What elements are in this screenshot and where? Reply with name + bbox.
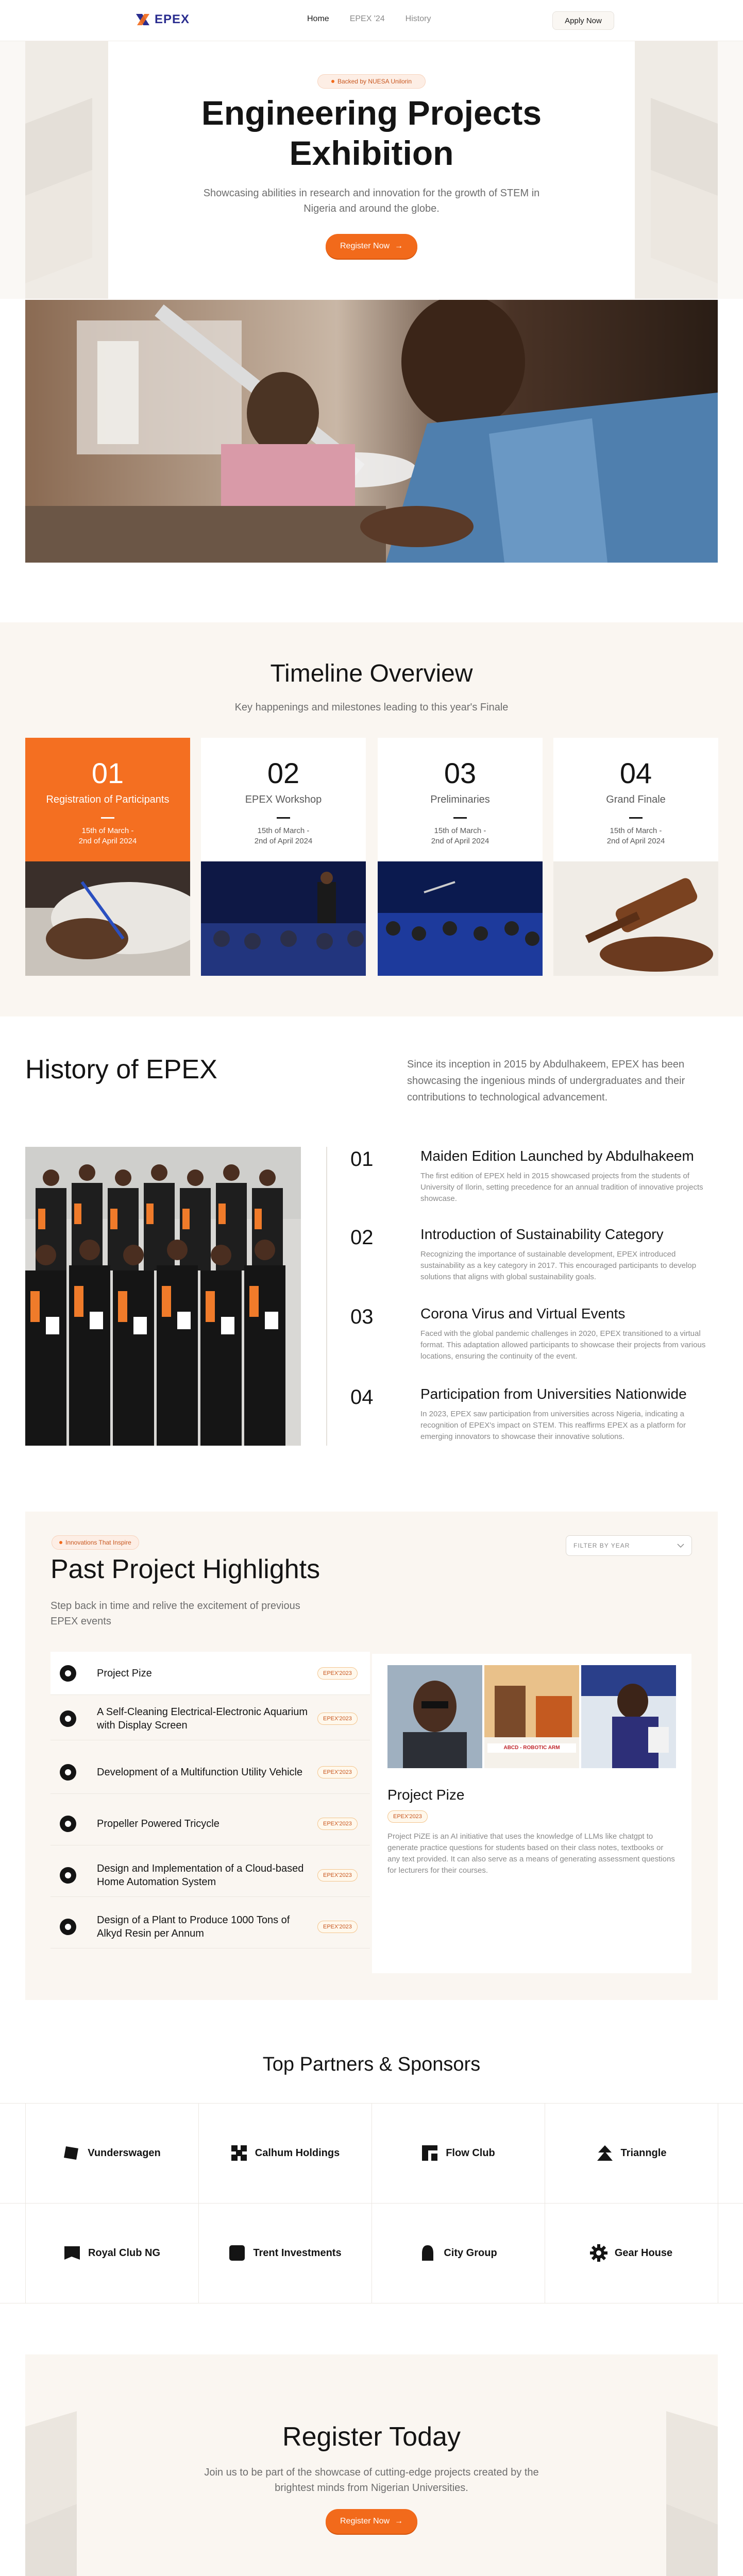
radio-icon	[60, 1764, 76, 1781]
history-item-desc: In 2023, EPEX saw participation from universities across Nigeria, indicating a recognition of EPEX's impact on STEM. This reaffirms EPEX as a platform for emerging innovators to showcase their innovative solutions.	[420, 1410, 686, 1441]
partner-name: Vunderswagen	[88, 2147, 161, 2159]
history-item-title: Introduction of Sustainability Category	[420, 1226, 664, 1242]
history-item-desc: Faced with the global pandemic challenges in 2020, EPEX transitioned to a virtual format. This adaptation allowed participants to showcase their projects from various locations, ensuring the continuity of the event.	[420, 1329, 706, 1361]
filter-label: FILTER BY YEAR	[573, 1542, 630, 1549]
project-year-badge: EPEX'2023	[317, 1667, 358, 1680]
register-title: Register Today	[282, 2422, 461, 2452]
project-name: Design and Implementation of a Cloud-based Home Automation System	[97, 1863, 304, 1888]
history-photo	[25, 1147, 301, 1446]
project-photo-banner: ABCD - ROBOTIC ARM	[487, 1743, 576, 1753]
project-detail-title: Project Pize	[387, 1787, 465, 1803]
trent-icon	[228, 2244, 246, 2262]
brand-name: EPEX	[155, 12, 190, 26]
hero-register-label: Register Now	[340, 242, 390, 250]
hero-badge-text: Backed by NUESA Unilorin	[337, 78, 412, 85]
timeline-card-divider	[453, 817, 467, 819]
timeline-card-label: Registration of Participants	[46, 794, 170, 805]
brand-logo[interactable]	[135, 11, 190, 28]
project-year-badge: EPEX'2023	[317, 1869, 358, 1882]
partner-name: Flow Club	[446, 2147, 495, 2159]
projects-tag-text: Innovations That Inspire	[65, 1539, 131, 1546]
history-item-number: 03	[350, 1306, 374, 1328]
timeline-card-date: 15th of March - 2nd of April 2024	[78, 826, 137, 845]
royal-club-icon	[63, 2244, 81, 2262]
timeline-card-number: 04	[619, 757, 652, 789]
partner-name: Gear House	[614, 2247, 673, 2259]
arrow-right-icon: →	[395, 2517, 403, 2526]
project-year-badge: EPEX'2023	[317, 1713, 358, 1725]
register-subtitle: Join us to be part of the showcase of cutting-edge projects created by the brightest minds from Nigerian Universities.	[204, 2467, 539, 2494]
hero-decor-left	[25, 41, 108, 299]
partner-calhum[interactable]	[198, 2103, 372, 2203]
filter-by-year-select[interactable]	[566, 1535, 692, 1556]
project-name: Propeller Powered Tricycle	[97, 1818, 219, 1829]
timeline-card-label: Preliminaries	[430, 794, 490, 805]
vunderswagen-icon	[63, 2144, 80, 2162]
projects-tag	[52, 1535, 139, 1550]
timeline-card-date: 15th of March - 2nd of April 2024	[606, 826, 665, 845]
timeline-photo-workshop	[201, 861, 366, 976]
partner-vunderswagen[interactable]	[25, 2103, 198, 2203]
partner-name: Royal Club NG	[88, 2247, 160, 2259]
history-item-number: 01	[350, 1148, 374, 1171]
partner-name: Trent Investments	[253, 2247, 342, 2259]
partner-gear-house[interactable]	[545, 2203, 718, 2303]
radio-icon	[60, 1816, 76, 1832]
timeline-card-label: EPEX Workshop	[245, 794, 322, 805]
timeline-card-divider	[101, 817, 114, 819]
nav-link-history[interactable]: History	[405, 14, 431, 23]
partner-royal-club[interactable]	[25, 2203, 198, 2303]
projects-subtitle: Step back in time and relive the excitement of previous EPEX events	[50, 1600, 300, 1627]
projects-title: Past Project Highlights	[50, 1554, 320, 1584]
project-item-2[interactable]	[50, 1697, 370, 1740]
partner-trianngle[interactable]	[545, 2103, 718, 2203]
history-item-title: Corona Virus and Virtual Events	[420, 1306, 626, 1321]
timeline-card-label: Grand Finale	[606, 794, 666, 805]
flow-club-icon	[421, 2144, 438, 2162]
register-decor-right	[656, 2354, 718, 2576]
gear-house-icon	[590, 2244, 607, 2262]
hero-title: Engineering Projects Exhibition	[201, 94, 542, 172]
history-title: History of EPEX	[25, 1055, 217, 1084]
partner-flow-club[interactable]	[372, 2103, 545, 2203]
history-item-number: 02	[350, 1226, 374, 1249]
project-item-4[interactable]	[50, 1802, 370, 1845]
timeline-card-2[interactable]	[201, 738, 366, 861]
hero-image	[25, 300, 718, 563]
project-name: Project Pize	[97, 1668, 152, 1679]
project-detail-card	[372, 1654, 691, 1973]
timeline-subtitle: Key happenings and milestones leading to this year's Finale	[234, 702, 509, 713]
calhum-icon	[230, 2144, 248, 2162]
register-now-button[interactable]	[326, 2509, 417, 2534]
history-item-title: Participation from Universities Nationwide	[420, 1386, 687, 1402]
hero-subtitle: Showcasing abilities in research and innovation for the growth of STEM in Nigeria and around the globe.	[203, 188, 540, 214]
hero-badge	[317, 74, 426, 89]
project-photo-2	[484, 1665, 579, 1768]
radio-icon	[60, 1665, 76, 1682]
timeline-card-3[interactable]	[378, 738, 543, 861]
project-year-badge: EPEX'2023	[317, 1818, 358, 1830]
nav-links	[307, 14, 431, 24]
nav-link-home[interactable]: Home	[307, 14, 329, 23]
project-name: Design of a Plant to Produce 1000 Tons of Alkyd Resin per Annum	[97, 1914, 290, 1939]
trianngle-icon	[596, 2144, 614, 2162]
chevron-down-icon	[677, 1542, 684, 1549]
timeline-card-4[interactable]	[553, 738, 718, 861]
register-button-label: Register Now	[340, 2517, 390, 2526]
radio-icon	[60, 1710, 76, 1727]
project-item-5[interactable]	[50, 1854, 370, 1897]
radio-icon	[60, 1919, 76, 1935]
history-item-title: Maiden Edition Launched by Abdulhakeem	[420, 1148, 694, 1164]
partner-name: City Group	[444, 2247, 497, 2259]
apply-now-button[interactable]: Apply Now	[552, 11, 614, 30]
partner-name: Trianngle	[620, 2147, 667, 2159]
project-name: A Self-Cleaning Electrical-Electronic Aquarium with Display Screen	[97, 1706, 308, 1731]
project-name: Development of a Multifunction Utility Vehicle	[97, 1767, 303, 1778]
hero-register-button[interactable]	[326, 234, 417, 259]
history-item-desc: Recognizing the importance of sustainable development, EPEX introduced sustainability as a key category in 2017. This encouraged participants to develop solutions that aligns with global sustainability goals.	[420, 1250, 697, 1281]
project-year-badge: EPEX'2023	[317, 1766, 358, 1778]
project-item-3[interactable]	[50, 1751, 370, 1794]
timeline-photo-preliminaries	[378, 861, 543, 976]
history-intro: Since its inception in 2015 by Abdulhakeem, EPEX has been showcasing the ingenious minds of undergraduates and their contributions to technological advancement.	[407, 1059, 685, 1103]
project-photo-1	[387, 1665, 482, 1768]
project-item-1[interactable]	[50, 1652, 370, 1695]
timeline-card-date: 15th of March - 2nd of April 2024	[254, 826, 313, 845]
partner-name: Calhum Holdings	[255, 2147, 340, 2159]
partner-city-group[interactable]	[372, 2203, 545, 2303]
epex-logo-icon	[135, 12, 150, 27]
top-navbar	[0, 0, 743, 41]
timeline-card-number: 01	[91, 757, 124, 789]
badge-dot-icon	[331, 80, 334, 83]
timeline-title: Timeline Overview	[270, 660, 473, 687]
timeline-photo-registration	[25, 861, 190, 976]
timeline-card-divider	[277, 817, 290, 819]
timeline-photo-finale	[553, 861, 718, 976]
timeline-card-divider	[629, 817, 643, 819]
register-decor-left	[25, 2354, 87, 2576]
project-year-badge: EPEX'2023	[317, 1921, 358, 1933]
hero-decor-right	[635, 41, 718, 299]
timeline-card-date: 15th of March - 2nd of April 2024	[431, 826, 489, 845]
nav-link-epex24[interactable]: EPEX '24	[349, 14, 385, 23]
history-timeline-line	[326, 1147, 327, 1446]
radio-icon	[60, 1867, 76, 1884]
project-detail-year: EPEX'2023	[387, 1810, 428, 1823]
project-detail-desc: Project PiZE is an AI initiative that uses the knowledge of LLMs like chatgpt to generate practice questions for students based on their class notes, textbooks or any text provided. It can also serve as a means of generating assessment questions for lecturers for their courses.	[387, 1832, 675, 1875]
city-group-icon	[419, 2244, 436, 2262]
partner-trent[interactable]	[198, 2203, 372, 2303]
timeline-card-number: 02	[267, 757, 300, 789]
history-item-number: 04	[350, 1386, 374, 1409]
tag-dot-icon	[59, 1541, 62, 1544]
project-item-6[interactable]	[50, 1905, 370, 1948]
timeline-card-1[interactable]	[25, 738, 190, 861]
timeline-card-number: 03	[444, 757, 477, 789]
history-item-desc: The first edition of EPEX held in 2015 showcased projects from the students of University of Ilorin, setting precedence for an annual tradition of innovative projects showcase.	[420, 1172, 703, 1203]
project-photo-3	[581, 1665, 676, 1768]
partners-title: Top Partners & Sponsors	[262, 2054, 481, 2075]
arrow-right-icon: →	[395, 242, 403, 250]
